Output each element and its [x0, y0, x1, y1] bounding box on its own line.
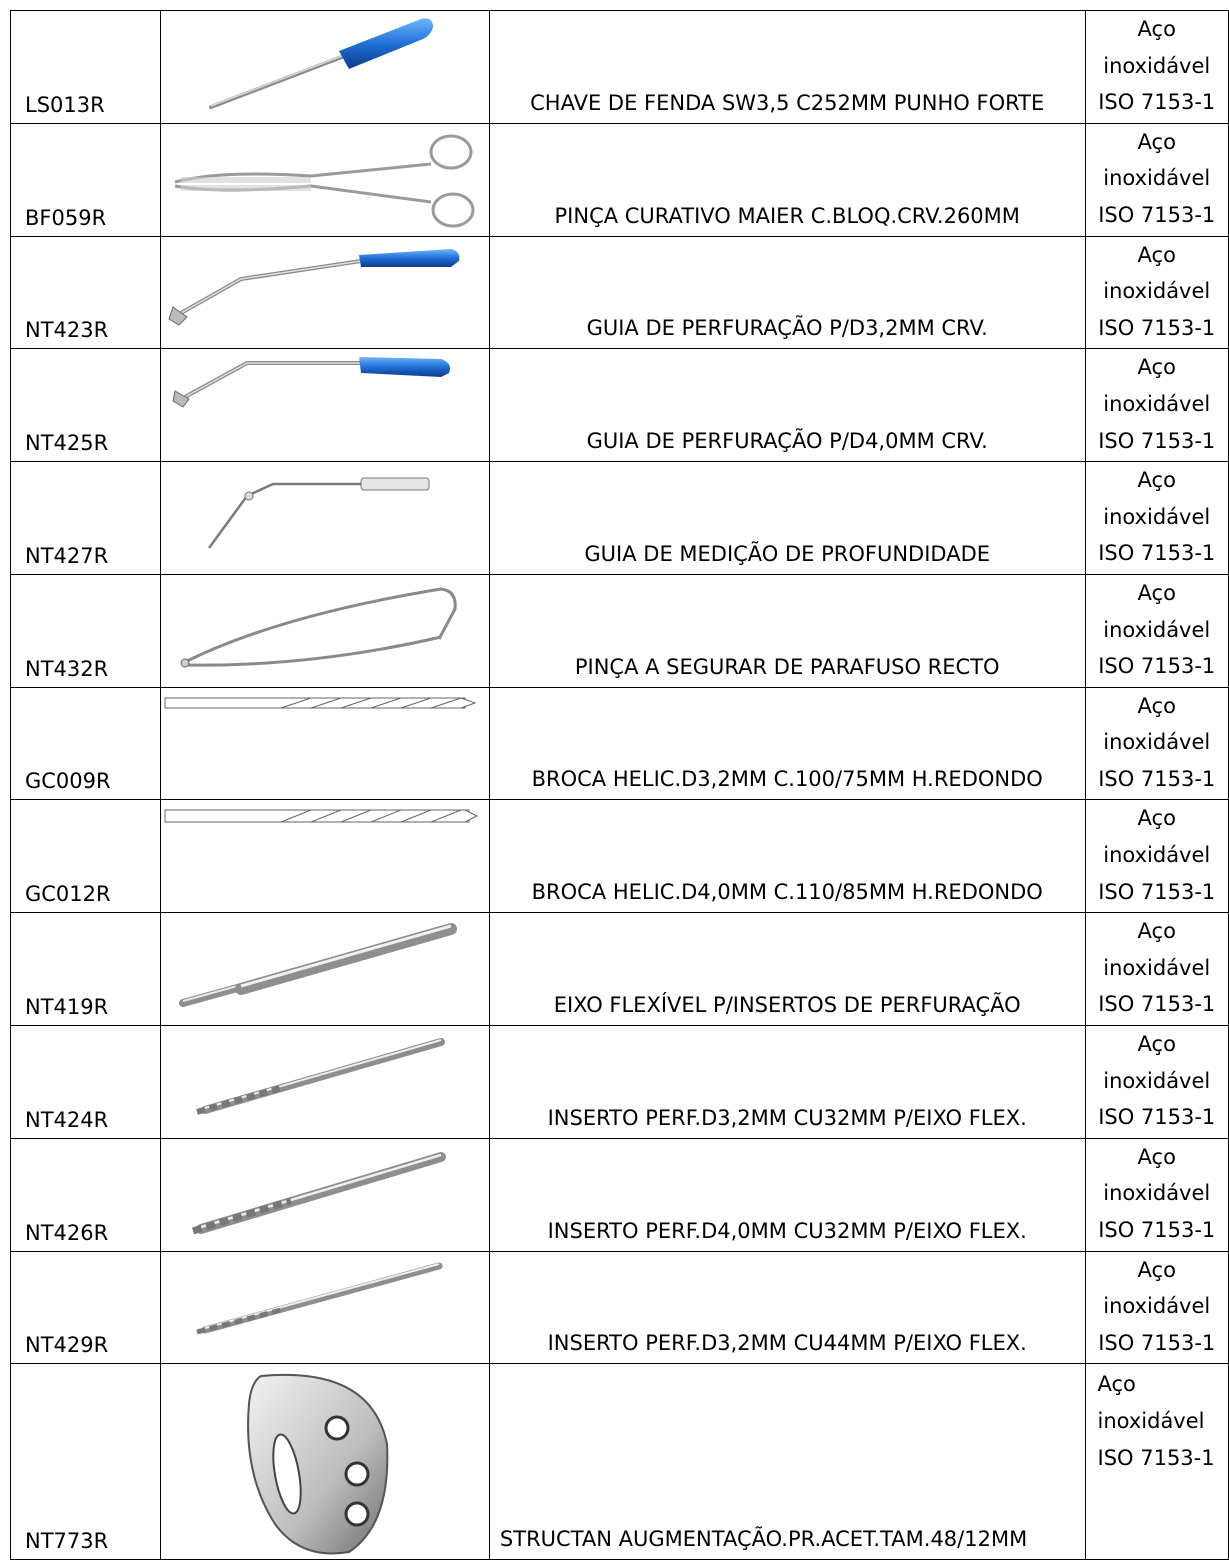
drill-guide-icon	[160, 349, 489, 462]
item-description: PINÇA A SEGURAR DE PARAFUSO RECTO	[489, 574, 1085, 687]
item-material: Aço inoxidável ISO 7153-1	[1085, 687, 1229, 800]
table-row	[11, 349, 1229, 462]
item-code: NT426R	[11, 1138, 161, 1251]
drill-insert-icon	[160, 1138, 489, 1251]
item-description: INSERTO PERF.D4,0MM CU32MM P/EIXO FLEX.	[489, 1138, 1085, 1251]
table-row	[11, 123, 1229, 236]
augmentation-plate-icon	[160, 1364, 489, 1560]
item-description: EIXO FLEXÍVEL P/INSERTOS DE PERFURAÇÃO	[489, 913, 1085, 1026]
item-code: NT427R	[11, 462, 161, 575]
item-material: Aço inoxidável ISO 7153-1	[1085, 800, 1229, 913]
item-description: GUIA DE PERFURAÇÃO P/D3,2MM CRV.	[489, 236, 1085, 349]
item-code: NT419R	[11, 913, 161, 1026]
item-material: Aço inoxidável ISO 7153-1	[1085, 1138, 1229, 1251]
item-description: GUIA DE PERFURAÇÃO P/D4,0MM CRV.	[489, 349, 1085, 462]
drill-bit-icon	[160, 687, 489, 800]
item-code: GC012R	[11, 800, 161, 913]
item-material: Aço inoxidável ISO 7153-1	[1085, 913, 1229, 1026]
table-row	[11, 462, 1229, 575]
item-material: Aço inoxidável ISO 7153-1	[1085, 1251, 1229, 1364]
table-row	[11, 236, 1229, 349]
table-row	[11, 1138, 1229, 1251]
item-material: Aço inoxidável ISO 7153-1	[1085, 574, 1229, 687]
item-material: Aço inoxidável ISO 7153-1	[1085, 1026, 1229, 1139]
table-row	[11, 1364, 1229, 1560]
flexible-shaft-icon	[160, 913, 489, 1026]
table-row	[11, 1026, 1229, 1139]
table-row	[11, 1251, 1229, 1364]
item-material: Aço inoxidável ISO 7153-1	[1085, 123, 1229, 236]
item-description: BROCA HELIC.D3,2MM C.100/75MM H.REDONDO	[489, 687, 1085, 800]
item-code: GC009R	[11, 687, 161, 800]
item-description: BROCA HELIC.D4,0MM C.110/85MM H.REDONDO	[489, 800, 1085, 913]
item-code: NT429R	[11, 1251, 161, 1364]
item-description: STRUCTAN AUGMENTAÇÃO.PR.ACET.TAM.48/12MM	[489, 1364, 1085, 1560]
item-material: Aço inoxidável ISO 7153-1	[1085, 236, 1229, 349]
item-code: NT424R	[11, 1026, 161, 1139]
item-description: CHAVE DE FENDA SW3,5 C252MM PUNHO FORTE	[489, 11, 1085, 124]
table-row	[11, 574, 1229, 687]
item-material: Aço inoxidável ISO 7153-1	[1085, 462, 1229, 575]
item-description: INSERTO PERF.D3,2MM CU32MM P/EIXO FLEX.	[489, 1026, 1085, 1139]
item-code: NT773R	[11, 1364, 161, 1560]
depth-gauge-icon	[160, 462, 489, 575]
drill-insert-icon	[160, 1026, 489, 1139]
instrument-table	[10, 10, 1229, 1560]
item-description: GUIA DE MEDIÇÃO DE PROFUNDIDADE	[489, 462, 1085, 575]
item-description: PINÇA CURATIVO MAIER C.BLOQ.CRV.260MM	[489, 123, 1085, 236]
table-row	[11, 800, 1229, 913]
item-code: NT425R	[11, 349, 161, 462]
item-material: Aço inoxidável ISO 7153-1	[1085, 1364, 1229, 1560]
drill-bit-icon	[160, 800, 489, 913]
forceps-icon	[160, 123, 489, 236]
item-code: NT423R	[11, 236, 161, 349]
table-row	[11, 913, 1229, 1026]
table-row	[11, 11, 1229, 124]
table-row	[11, 687, 1229, 800]
item-code: BF059R	[11, 123, 161, 236]
item-code: LS013R	[11, 11, 161, 124]
item-description: INSERTO PERF.D3,2MM CU44MM P/EIXO FLEX.	[489, 1251, 1085, 1364]
screwdriver-icon	[160, 11, 489, 124]
item-material: Aço inoxidável ISO 7153-1	[1085, 11, 1229, 124]
item-material: Aço inoxidável ISO 7153-1	[1085, 349, 1229, 462]
drill-insert-icon	[160, 1251, 489, 1364]
item-code: NT432R	[11, 574, 161, 687]
screw-holding-forceps-icon	[160, 574, 489, 687]
drill-guide-icon	[160, 236, 489, 349]
